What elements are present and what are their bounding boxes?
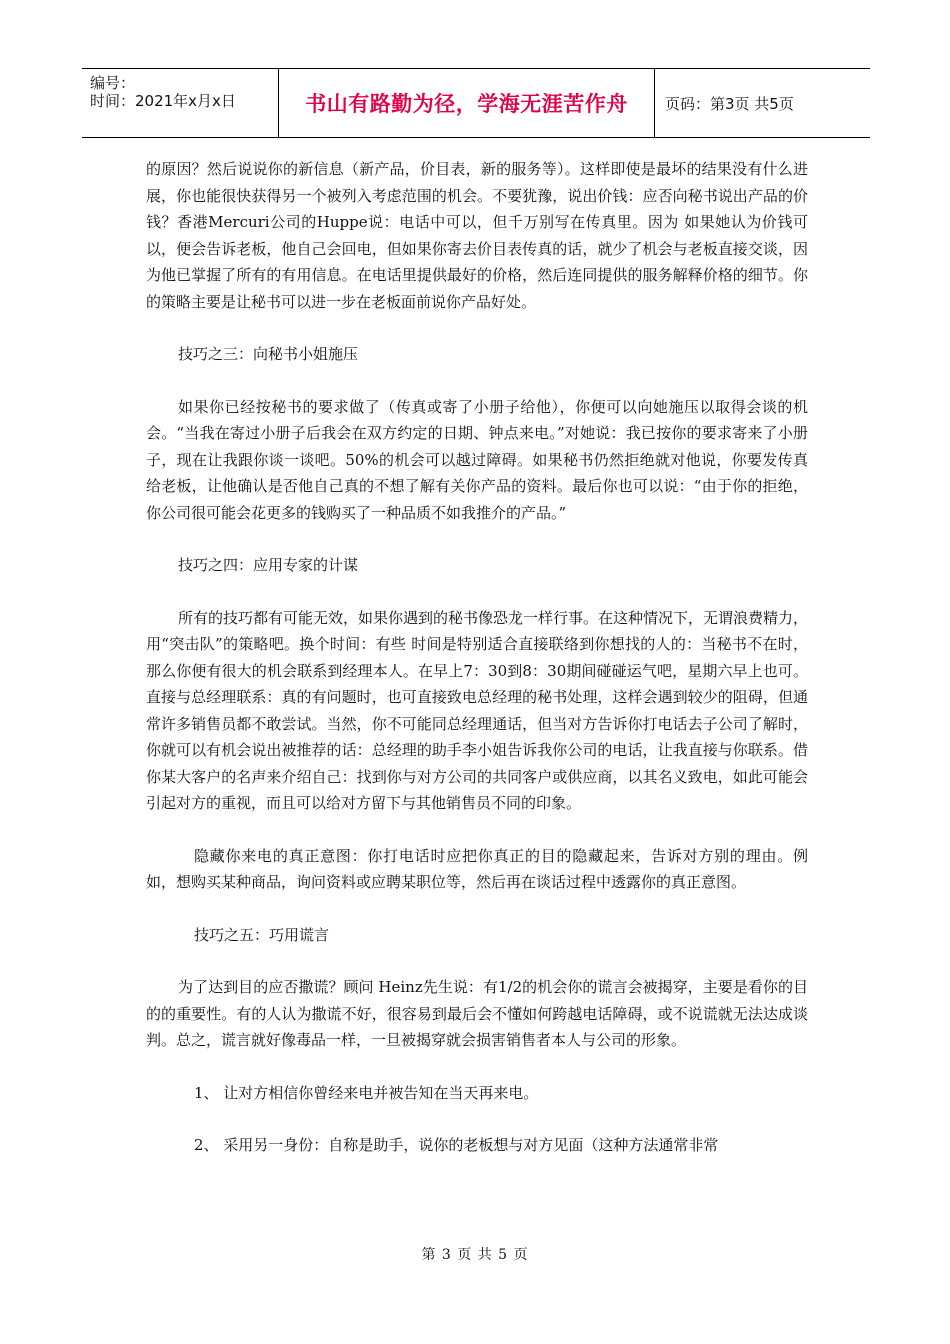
page-footer: 第 3 页 共 5 页 [421,1247,529,1263]
header-motto: 书山有路勤为径，学海无涯苦作舟 [305,92,628,116]
document-number: 编号： [90,74,136,92]
list-item: 2、 采用另一身份：自称是助手，说你的老板想与对方见面（这种方法通常非常 [194,1136,719,1154]
paragraph: 所有的技巧都有可能无效，如果你遇到的秘书像恐龙一样行事。在这种情况下，无谓浪费精力，用“突击队”的策略吧。换个时间：有些 时间是特别适合直接联络到你想找的人的：当秘书不在时，那么你便有很大的机会联系到经理本人。在早上7：30到8：30期间碰碰运气吧，星期六早上也可。直接与总经理联系：真的有问题时，也可直接致电总经理的秘书处理，这样会遇到较少的阻碍，但通常许多销售员都不敢尝试。当然，你不可能同总经理通话，但当对方告诉你打电话去子公司了解时，你就可以有机会说出被推荐的话：总经理的助手李小姐告诉我你公司的电话，让我直接与你联系。借你某大客户的名声来介绍自己：找到你与对方公司的共同客户或供应商，以其名义致电，如此可能会引起对方的重视，而且可以给对方留下与其他销售员不同的印象。 [146,608,809,812]
list-item: 1、 让对方相信你曾经来电并被告知在当天再来电。 [194,1083,539,1102]
document-date: 时间：2021年x月x日 [90,92,236,110]
header-page-number: 页码：第3页 共5页 [665,94,794,113]
header-meta [82,69,279,137]
paragraph: 隐藏你来电的真正意图：你打电话时应把你真正的目的隐藏起来，告诉对方别的理由。例如，想购买某种商品，询问资料或应聘某职位等，然后再在谈话过程中透露你的真正意图。 [146,846,808,891]
paragraph: 如果你已经按秘书的要求做了（传真或寄了小册子给他），你便可以向她施压以取得会谈的机会。“当我在寄过小册子后我会在双方约定的日期、钟点来电。”对她说：我已按你的要求寄来了小册子，现在让我跟你谈一谈吧。50%的机会可以越过障碍。如果秘书仍然拒绝就对他说，你要发传真给老板，让他确认是否他自己真的不想了解有关你产品的资料。最后你也可以说：“由于你的拒绝，你公司很可能会花更多的钱购买了一种品质不如我推介的产品。” [146,397,808,522]
section-heading: 技巧之四：应用专家的计谋 [178,556,359,574]
paragraph: 的原因？然后说说你的新信息（新产品，价目表，新的服务等）。这样即使是最坏的结果没有什么进展，你也能很快获得另一个被列入考虑范围的机会。不要犹豫，说出价钱：应否向秘书说出产品的价钱？香港Mercuri公司的Huppe说：电话中可以，但千万别写在传真里。因为 如果她认为价钱可以，便会告诉老板，他自己会回电，但如果你寄去价目表传真的话，就少了机会与老板直接交谈，因为他已掌握了所有的有用信息。在电话里提供最好的价格，然后连同提供的服务解释价格的细节。你的策略主要是让秘书可以进一步在老板面前说你产品好处。 [146,160,808,311]
header-motto-cell [279,69,655,137]
section-heading: 技巧之五：巧用谎言 [194,925,330,944]
paragraph: 为了达到目的应否撒谎？顾问 Heinz先生说：有1/2的机会你的谎言会被揭穿，主要是看你的目的的重要性。有的人认为撒谎不好，很容易到最后会不懂如何跨越电话障碍，或不说谎就无法达成谈判。总之，谎言就好像毒品一样，一旦被揭穿就会损害销售者本人与公司的形象。 [146,978,808,1049]
page-header [82,68,870,138]
section-heading: 技巧之三：向秘书小姐施压 [178,345,359,363]
document-body [146,156,808,1159]
